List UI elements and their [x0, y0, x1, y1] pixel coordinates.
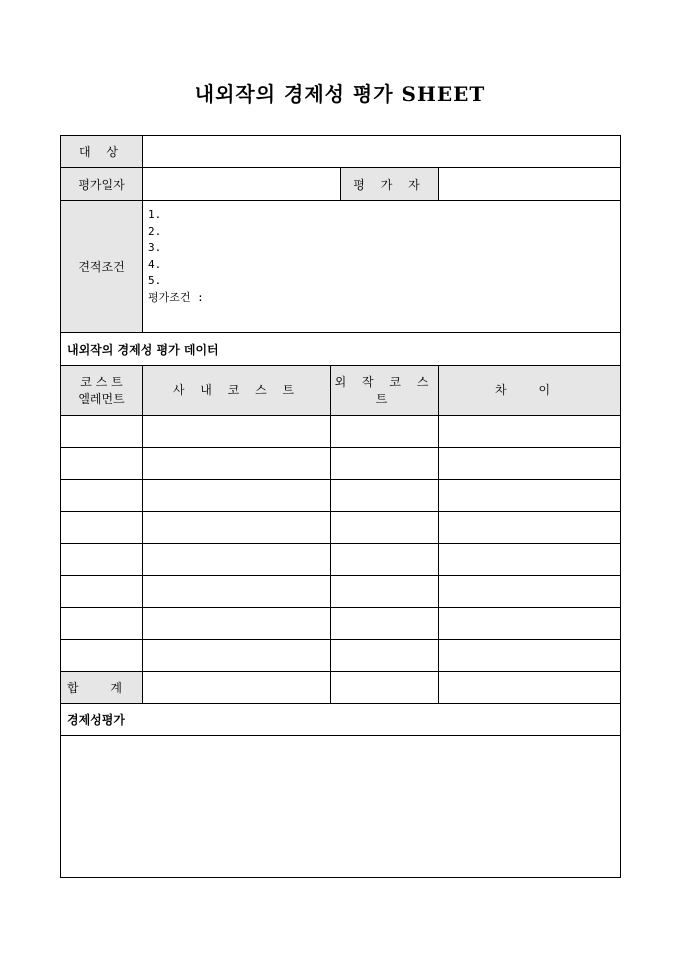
target-label: 대 상 [61, 136, 143, 168]
internal-cost-cell[interactable] [143, 416, 331, 448]
econ-body-row [61, 736, 621, 878]
col-element-header [61, 366, 143, 416]
quote-item: 3. [148, 241, 162, 254]
internal-cost-cell[interactable] [143, 448, 331, 480]
internal-cost-cell[interactable] [143, 640, 331, 672]
evaluation-form [60, 135, 621, 878]
element-cell[interactable] [61, 544, 143, 576]
table-row [61, 416, 621, 448]
external-cost-cell[interactable] [331, 576, 439, 608]
internal-cost-cell[interactable] [143, 544, 331, 576]
element-cell[interactable] [61, 448, 143, 480]
external-cost-cell[interactable] [331, 544, 439, 576]
page-title: 내외작의 경제성 평가 SHEET [194, 82, 486, 106]
element-cell[interactable] [61, 480, 143, 512]
econ-evaluation-area[interactable] [61, 736, 621, 878]
table-row [61, 512, 621, 544]
table-row [61, 640, 621, 672]
data-section-heading-row [61, 333, 621, 366]
diff-cell[interactable] [439, 416, 621, 448]
internal-cost-cell[interactable] [143, 608, 331, 640]
internal-cost-cell[interactable] [143, 480, 331, 512]
diff-cell[interactable] [439, 512, 621, 544]
element-cell[interactable] [61, 576, 143, 608]
target-value-cell[interactable] [143, 136, 621, 168]
eval-date-label: 평가일자 [61, 168, 143, 201]
table-row [61, 448, 621, 480]
econ-section-heading: 경제성평가 [61, 704, 621, 736]
table-row [61, 608, 621, 640]
total-row [61, 672, 621, 704]
table-row [61, 544, 621, 576]
total-label: 합 계 [61, 672, 143, 704]
external-cost-cell[interactable] [331, 416, 439, 448]
quote-item: 4. [148, 257, 162, 271]
target-row [61, 136, 621, 168]
quote-item: 평가조건 : [148, 290, 204, 304]
eval-date-value-cell[interactable] [143, 168, 341, 201]
element-cell[interactable] [61, 640, 143, 672]
element-cell[interactable] [61, 512, 143, 544]
total-external-cell[interactable] [331, 672, 439, 704]
external-cost-cell[interactable] [331, 640, 439, 672]
quote-row [61, 201, 621, 333]
diff-cell[interactable] [439, 640, 621, 672]
element-cell[interactable] [61, 608, 143, 640]
diff-cell[interactable] [439, 608, 621, 640]
diff-cell[interactable] [439, 544, 621, 576]
internal-cost-cell[interactable] [143, 512, 331, 544]
data-header-row [61, 366, 621, 416]
total-internal-cell[interactable] [143, 672, 331, 704]
external-cost-cell[interactable] [331, 480, 439, 512]
quote-label: 견적조건 [61, 201, 143, 333]
col-external-header: 외 작 코 스 트 [331, 366, 439, 416]
diff-cell[interactable] [439, 480, 621, 512]
data-section-heading: 내외작의 경제성 평가 데이터 [61, 333, 621, 366]
quote-item: 1. [148, 208, 162, 221]
element-cell[interactable] [61, 416, 143, 448]
col-element-line2: 엘레먼트 [78, 391, 125, 406]
table-row [61, 480, 621, 512]
quote-item: 5. [148, 274, 162, 287]
col-diff-header: 차 이 [439, 366, 621, 416]
external-cost-cell[interactable] [331, 512, 439, 544]
total-diff-cell[interactable] [439, 672, 621, 704]
external-cost-cell[interactable] [331, 448, 439, 480]
quote-conditions-cell[interactable] [143, 201, 621, 333]
evaluator-value-cell[interactable] [439, 168, 621, 201]
col-internal-header: 사 내 코 스 트 [143, 366, 331, 416]
col-element-line1: 코 스 트 [80, 374, 123, 389]
quote-item: 2. [148, 224, 162, 238]
table-row [61, 576, 621, 608]
evaluator-label: 평 가 자 [341, 168, 439, 201]
diff-cell[interactable] [439, 448, 621, 480]
internal-cost-cell[interactable] [143, 576, 331, 608]
date-evaluator-row [61, 168, 621, 201]
external-cost-cell[interactable] [331, 608, 439, 640]
econ-section-heading-row [61, 704, 621, 736]
diff-cell[interactable] [439, 576, 621, 608]
